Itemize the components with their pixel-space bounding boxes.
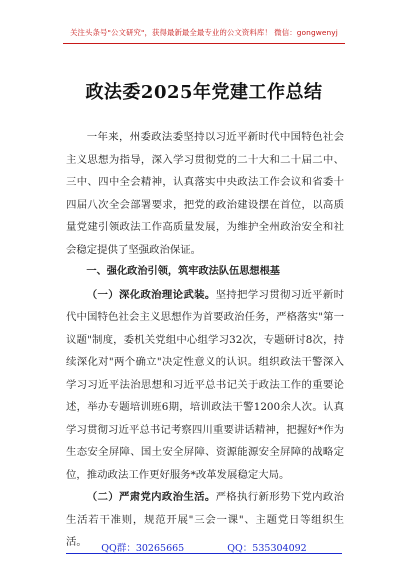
intro-paragraph: 一年来，州委政法委坚持以习近平新时代中国特色社会主义思想为指导，深入学习贯彻党的二十大和二十届二中、三中、四中全会精神，认真落实中央政法工作会议和省委十四届八次全会部署要求，把党的政治建设摆在首位，以高质量党建引领政法工作高质量发展，为维护全州政治安全和社会稳定提供了坚强政治保证。 [66,131,344,256]
subsection-1-paragraph [66,284,344,487]
footer-divider [66,553,342,554]
subsection-body-2: 严格执行新形势下党内政治生活若干准则，规范开展"三会一课"、主题党日等组织生活。 [66,491,345,548]
document-body [66,126,344,554]
subsection-heading-1: （一）深化政治理论武装。 [86,288,216,301]
footer-qq-group: QQ群：30265665 [101,543,185,554]
section-heading-1: 一、强化政治引领，筑牢政法队伍思想根基 [86,266,280,277]
header-divider [63,43,345,44]
footer-qq: QQ：535304092 [227,543,307,554]
document-title: 政法委2025年党建工作总结 [85,82,323,103]
footer-contact [0,540,408,554]
subsection-heading-2: （二）严肃党内政治生活。 [86,491,216,503]
subsection-body-1: 坚持把学习贯彻习近平新时代中国特色社会主义思想作为首要政治任务，严格落实"第一议题"制度，委机关党组中心组学习32次，专题研讨8次，持续深化对"两个确立"决定性意义的认识。组织政法干警深入学习习近平法治思想和习近平总书记关于政法工作的重要论述，举办专题培训班6期，培训政法干警1200余人次。认真学习贯彻习近平总书记考察四川重要讲话精神，把握好*作为生态安全屏障、国土安全屏障、资源能源安全屏障的战略定位，推动政法工作更好服务*改革发展稳定大局。 [66,288,345,481]
header-promo-note: 关注头条号"公文研究"，获得最新最全最专业的公文资料库！ 微信：gongwenyj [70,28,338,37]
